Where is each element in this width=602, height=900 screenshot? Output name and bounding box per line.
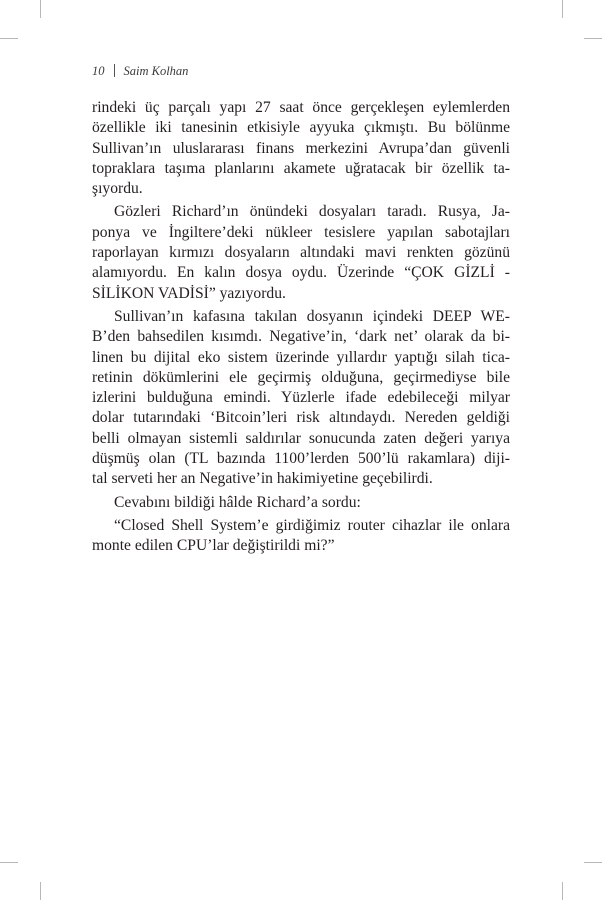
paragraph	[92, 202, 510, 303]
text-line: topraklara taşıma planlarını akamete uğratacak bir özellik ta-	[92, 159, 510, 177]
crop-mark	[0, 862, 18, 863]
text-line: alamıyordu. En kalın dosya oydu. Üzerinde “ÇOK GİZLİ -	[92, 264, 510, 282]
text-line: rindeki üç parçalı yapı 27 saat önce gerçekleşen eylemlerden	[92, 99, 510, 116]
paragraph	[92, 493, 510, 513]
text-line: monte edilen CPU’lar değiştirildi mi?”	[92, 537, 335, 555]
text-line: dolar tutarındaki ‘Bitcoin’leri risk altındaydı. Nereden geldiği	[92, 409, 510, 427]
paragraph	[92, 98, 510, 199]
crop-mark	[562, 882, 563, 900]
text-line: ponya ve İngiltere’deki nükleer tesislere yapılan sabotajları	[92, 223, 510, 241]
text-line: raporlayan kırmızı dosyaların altındaki mavi renkten gözünü	[92, 244, 510, 262]
text-line: izlerini bulduğuna emindi. Yüzlerle ifade edebileceği milyar	[92, 389, 510, 407]
body-text	[92, 98, 510, 557]
text-line: retinin dökümlerini ele geçirmiş olduğuna, geçirmediyse bile	[92, 368, 510, 386]
crop-mark	[562, 0, 563, 18]
page-number: 10	[92, 64, 105, 78]
crop-mark	[40, 882, 41, 900]
author-name: Saim Kolhan	[123, 64, 189, 78]
text-line: özellikle iki tanesinin etkisiyle ayyuka çıkmıştı. Bu bölünme	[92, 119, 510, 137]
text-line: linen bu dijital eko sistem üzerinde yıllardır yaptığı silah tica-	[92, 348, 510, 366]
paragraph	[92, 307, 510, 490]
crop-mark	[584, 862, 602, 863]
text-line: Gözleri Richard’ın önündeki dosyaları taradı. Rusya, Ja-	[114, 203, 510, 221]
text-line: şıyordu.	[92, 180, 143, 198]
text-line: düşmüş olan (TL bazında 1100’lerden 500’lü rakamlara) diji-	[92, 450, 510, 468]
crop-mark	[584, 38, 602, 39]
text-line: belli olmayan sistemli saldırılar sonucunda zaten değeri yarıya	[92, 429, 510, 447]
text-line: Sullivan’ın uluslararası finans merkezini Avrupa’dan güvenli	[92, 139, 510, 157]
text-line: tal serveti her an Negative’in hakimiyetine geçebilirdi.	[92, 470, 433, 488]
crop-mark	[0, 38, 18, 39]
text-line: SİLİKON VADİSİ” yazıyordu.	[92, 284, 286, 302]
paragraph	[92, 516, 510, 557]
header-divider	[114, 64, 115, 77]
text-line: Sullivan’ın kafasına takılan dosyanın içindeki DEEP WE-	[114, 307, 510, 325]
text-line: B’den bahsedilen kısımdı. Negative’in, ‘dark net’ olarak da bi-	[92, 328, 510, 346]
text-line: Cevabını bildiği hâlde Richard’a sordu:	[114, 493, 361, 511]
crop-mark	[40, 0, 41, 18]
running-header	[92, 64, 188, 79]
text-line: “Closed Shell System’e girdiğimiz router cihazlar ile onlara	[114, 516, 510, 534]
